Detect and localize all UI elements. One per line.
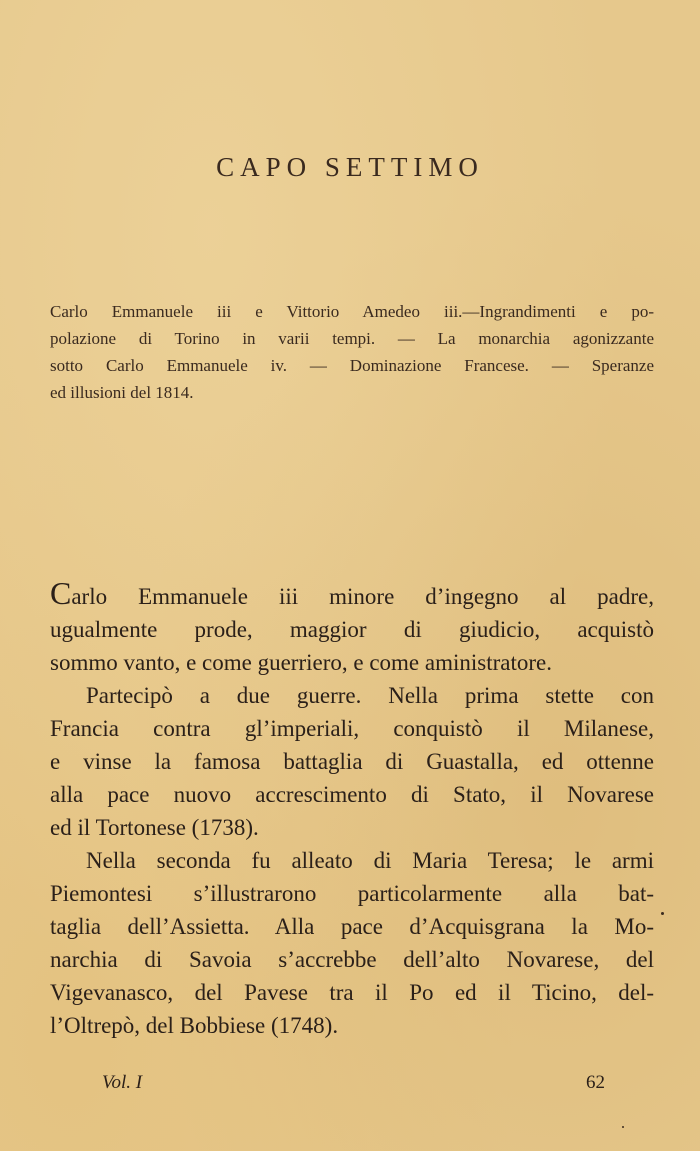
paper-speck: [622, 1126, 624, 1128]
body-line: Partecipò a due guerre. Nella prima stette con: [86, 683, 654, 708]
body-first-line: [50, 577, 654, 613]
body-text: [50, 577, 654, 1042]
body-line: Francia contra gl’imperiali, conquistò il Milanese,: [50, 716, 654, 741]
body-line: alla pace nuovo accrescimento di Stato, il Novarese: [50, 782, 654, 807]
body-line: Nella seconda fu alleato di Maria Teresa; le armi: [86, 848, 654, 873]
body-line: sommo vanto, e come guerriero, e come aministratore.: [50, 650, 552, 675]
body-line: Vigevanasco, del Pavese tra il Po ed il Ticino, del-: [50, 980, 654, 1005]
drop-cap: C: [50, 575, 72, 611]
summary-line: polazione di Torino in varii tempi. — La monarchia agonizzante: [50, 329, 654, 348]
body-line: narchia di Savoia s’accrebbe dell’alto Novarese, del: [50, 947, 654, 972]
body-line: l’Oltrepò, del Bobbiese (1748).: [50, 1013, 339, 1038]
body-line: Piemontesi s’illustrarono particolarmente alla bat-: [50, 881, 654, 906]
chapter-summary: [50, 298, 654, 406]
volume-label: Vol. I: [102, 1072, 143, 1093]
page-number: 62: [586, 1072, 605, 1093]
body-line: e vinse la famosa battaglia di Guastalla, ed ottenne: [50, 749, 654, 774]
summary-line: Carlo Emmanuele iii e Vittorio Amedeo iii.—Ingrandimenti e po-: [50, 302, 654, 321]
summary-line: ed illusioni del 1814.: [50, 383, 194, 402]
paper-speck: [661, 912, 664, 915]
body-first-line-text: arlo Emmanuele iii minore d’ingegno al padre,: [71, 584, 654, 609]
body-line: ugualmente prode, maggior di giudicio, acquistò: [50, 617, 654, 642]
summary-line: sotto Carlo Emmanuele iv. — Dominazione Francese. — Speranze: [50, 356, 654, 375]
body-line: taglia dell’Assietta. Alla pace d’Acquisgrana la Mo-: [50, 914, 654, 939]
chapter-title: CAPO SETTIMO: [216, 152, 484, 182]
body-line: ed il Tortonese (1738).: [50, 815, 259, 840]
